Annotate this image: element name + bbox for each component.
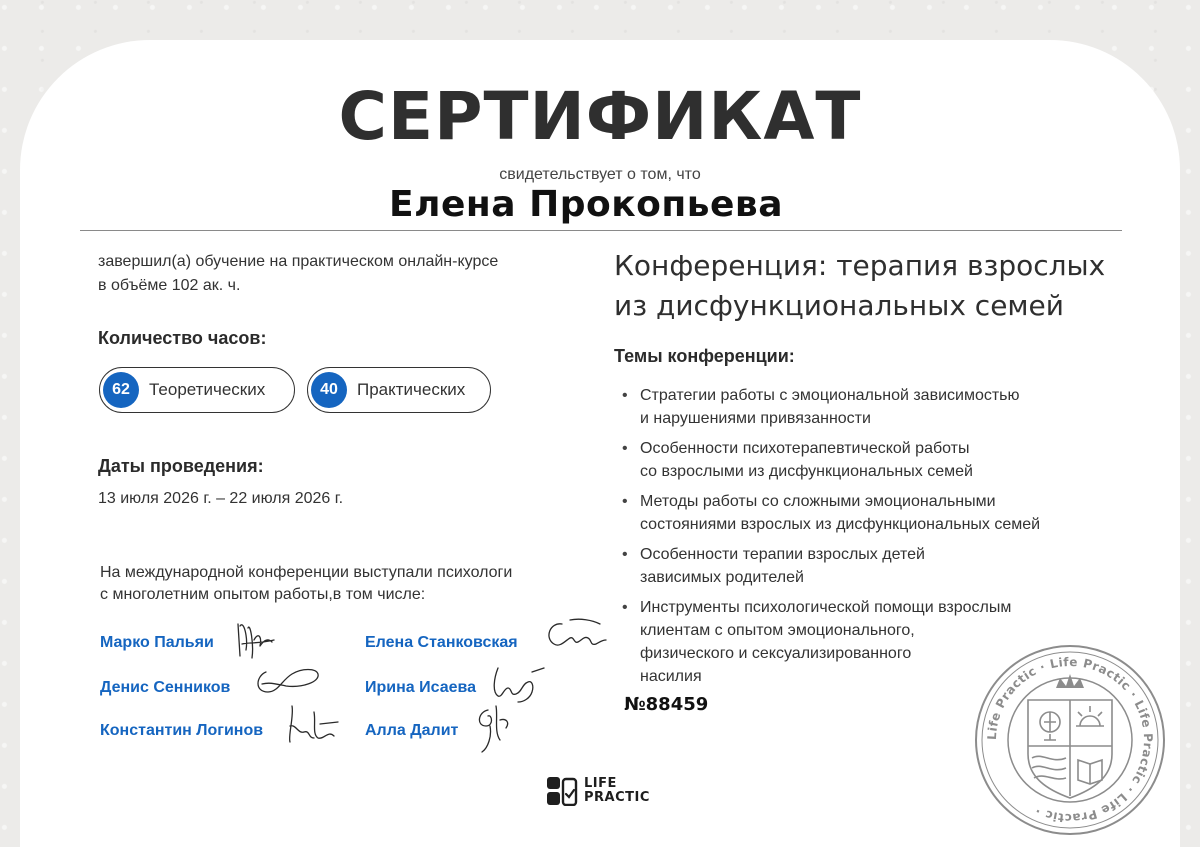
theory-hours-count: 62 — [103, 372, 139, 408]
topic-line: насилия — [640, 668, 702, 685]
logo-line: LIFE — [584, 776, 617, 791]
topic-line: со взрослыми из дисфункциональных семей — [640, 463, 973, 480]
practice-hours-count: 40 — [311, 372, 347, 408]
recipient-name: Елена Прокопьева — [389, 184, 783, 225]
topic-line: • Стратегии работы с эмоциональной зависимостью — [640, 387, 1020, 404]
topic-item — [622, 437, 1102, 483]
dates-heading: Даты проведения: — [98, 456, 264, 476]
completion-line: в объёме 102 ак. ч. — [98, 277, 241, 294]
speaker-name: Константин Логинов — [100, 722, 264, 739]
speakers-intro-line: На международной конференции выступали психологи — [100, 564, 513, 581]
speakers-intro-line: с многолетним опытом работы,в том числе: — [100, 586, 426, 603]
certificate-title: СЕРТИФИКАТ — [338, 78, 862, 155]
speaker-name: Марко Пальяи — [100, 634, 214, 651]
signature-mark — [252, 662, 324, 698]
seal-stamp-icon — [972, 642, 1168, 838]
practice-hours-pill — [307, 367, 491, 413]
topic-line: зависимых родителей — [640, 569, 804, 586]
seal-text: Life Practic · Life Practic · Life Practic · Life Practic · — [984, 654, 1156, 826]
signature-mark — [232, 614, 278, 664]
course-title-line: Конференция: терапия взрослых — [614, 249, 1106, 282]
topic-line: • Инструменты психологической помощи взрослым — [640, 599, 1012, 616]
topic-line: • Особенности психотерапевтической работы — [640, 440, 970, 457]
topic-item — [622, 543, 1102, 589]
topic-line: клиентам с опытом эмоционального, — [640, 622, 915, 639]
completion-line: завершил(а) обучение на практическом онлайн-курсе — [98, 253, 499, 270]
signature-mark — [488, 662, 548, 706]
signature-mark — [540, 614, 608, 660]
theory-hours-pill — [99, 367, 295, 413]
theory-hours-label: Теоретических — [149, 380, 266, 399]
logo-mark-icon — [546, 776, 578, 806]
signature-mark — [470, 702, 516, 756]
course-title — [614, 246, 1154, 326]
logo-wordmark — [584, 777, 650, 805]
topic-item — [622, 384, 1102, 430]
topic-line: и нарушениями привязанности — [640, 410, 871, 427]
life-practic-logo — [546, 776, 650, 806]
topics-heading: Темы конференции: — [614, 346, 795, 366]
speaker-name: Алла Далит — [365, 722, 459, 739]
topic-item — [622, 490, 1102, 536]
signature-mark — [284, 702, 342, 748]
logo-line: PRACTIC — [584, 790, 650, 805]
speakers-intro — [100, 562, 580, 606]
topic-line: • Особенности терапии взрослых детей — [640, 546, 925, 563]
topic-line: • Методы работы со сложными эмоциональными — [640, 493, 996, 510]
practice-hours-label: Практических — [357, 380, 466, 399]
hours-heading: Количество часов: — [98, 328, 267, 348]
speaker-name: Елена Станковская — [365, 634, 518, 651]
header-divider — [80, 230, 1122, 231]
completion-statement — [98, 250, 578, 298]
dates-value: 13 июля 2026 г. – 22 июля 2026 г. — [98, 490, 344, 507]
topic-line: физического и сексуализированного — [640, 645, 912, 662]
topic-line: состояниями взрослых из дисфункциональных семей — [640, 516, 1041, 533]
speaker-name: Денис Сенников — [100, 679, 231, 696]
speaker-name: Ирина Исаева — [365, 679, 477, 696]
course-title-line: из дисфункциональных семей — [614, 289, 1064, 322]
certificate-number: №88459 — [624, 694, 709, 715]
certificate-subtitle: свидетельствует о том, что — [499, 166, 701, 183]
